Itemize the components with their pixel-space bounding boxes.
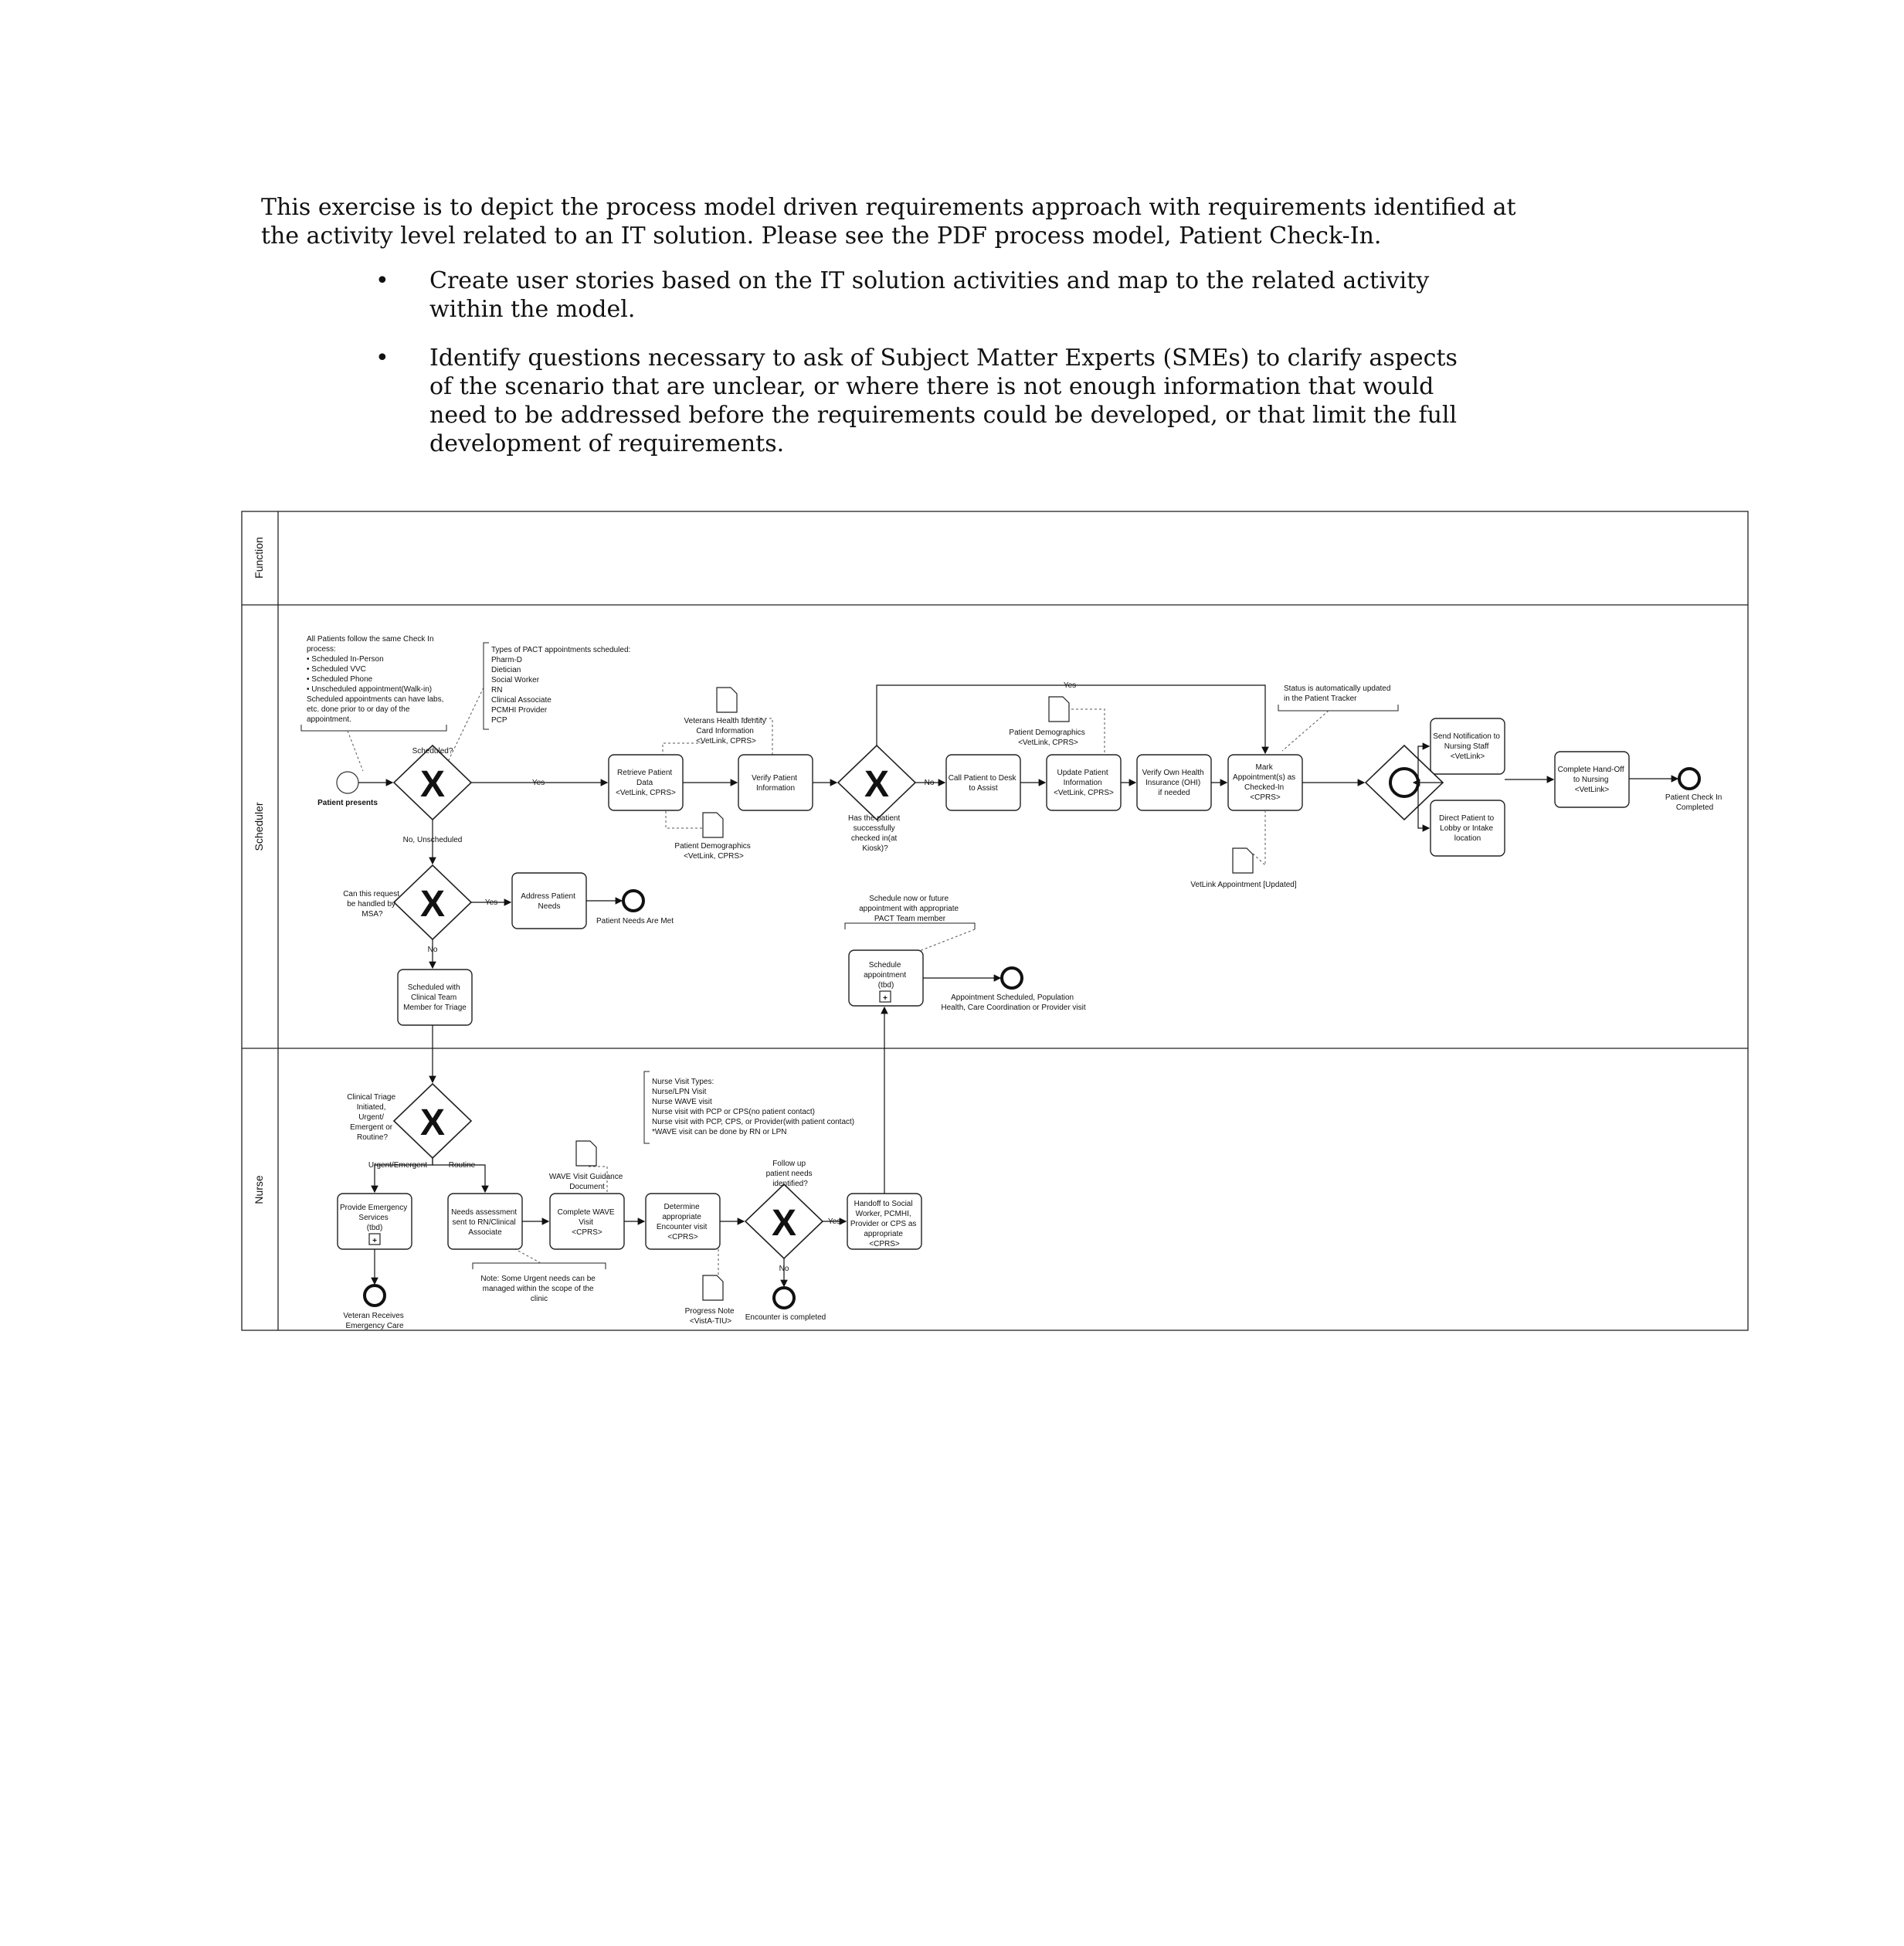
event-label: Patient presents: [317, 799, 378, 807]
document-label-wave-guidance: WAVE Visit Guidance Document: [548, 1173, 623, 1191]
document-icon: [1233, 848, 1253, 873]
flow-label-no: No: [427, 946, 438, 954]
task-label: Complete Hand-Off to Nursing <VetLink>: [1557, 766, 1624, 794]
end-event-icon: [1679, 769, 1699, 789]
event-label: Encounter is completed: [745, 1313, 826, 1322]
gateway-label: Scheduled?: [412, 747, 453, 756]
end-event-icon: [774, 1288, 794, 1308]
document-icon: [1049, 697, 1069, 722]
task-label: Send Notification to Nursing Staff <VetLink>: [1433, 732, 1500, 761]
bullet-line: Create user stories based on the IT solution activities and map to the related activity: [429, 267, 1430, 294]
annotation-status-update: Status is automatically updated in the Patient Tracker: [1284, 684, 1391, 703]
task-label: Needs assessment sent to RN/Clinical Associate: [451, 1208, 518, 1237]
flow-label-no: No: [779, 1265, 789, 1273]
task-label: Call Patient to Desk to Assist: [948, 774, 1016, 793]
task-label: Direct Patient to Lobby or Intake location: [1439, 814, 1495, 843]
gateway-x-icon: X: [419, 1102, 446, 1143]
annotation-bracket: [845, 923, 975, 929]
task-label: Scheduled with Clinical Team Member for Triage: [403, 983, 467, 1012]
task-label: Verify Patient Information: [752, 774, 798, 793]
task-call-patient-to-desk: [946, 755, 1020, 810]
flow-label-yes: Yes: [827, 1218, 841, 1226]
document-icon: [703, 1275, 723, 1300]
gateway-x-icon: X: [419, 764, 446, 805]
bullet-line: need to be addressed before the requirements could be developed, or that limit the full: [429, 402, 1458, 429]
document-label-demographics: Patient Demographics <VetLink, CPRS>: [1009, 728, 1085, 747]
annotation-urgent-note: Note: Some Urgent needs can be managed within the scope of the clinic: [480, 1275, 596, 1303]
association-line: [348, 731, 363, 771]
lane-label-scheduler: Scheduler: [253, 802, 265, 851]
task-label: Provide Emergency Services (tbd): [339, 1204, 408, 1232]
document-icon: [703, 813, 723, 837]
gateway-label: Follow up patient needs identified?: [765, 1160, 813, 1188]
flow-label-routine: Routine: [448, 1161, 476, 1170]
annotation-bracket: [473, 1263, 606, 1269]
annotation-bracket: [644, 1071, 650, 1143]
bullet-line: development of requirements.: [429, 430, 785, 457]
document-label-vetlink-updated: VetLink Appointment [Updated]: [1190, 881, 1297, 889]
association-line: [911, 929, 975, 954]
task-label: Determine appropriate Encounter visit <CPRS>: [656, 1203, 708, 1241]
flow-label-yes: Yes: [484, 898, 498, 907]
document-icon: [576, 1141, 596, 1166]
task-verify-patient-information: [738, 755, 813, 810]
event-label: Patient Check In Completed: [1665, 793, 1722, 812]
flow-label-urgent-emergent: Urgent/Emergent: [368, 1161, 428, 1170]
gateway-x-icon: X: [771, 1203, 797, 1244]
task-label: Verify Own Health Insurance (OHI) if needed: [1142, 769, 1204, 797]
bullet-icon: •: [375, 345, 389, 372]
end-event-icon: [623, 891, 643, 911]
gateway-label: Has the patient successfully checked in(at Kiosk)?: [847, 814, 901, 853]
subprocess-plus: +: [372, 1237, 377, 1245]
task-label: Retrieve Patient Data <VetLink, CPRS>: [616, 769, 676, 797]
association-line: [589, 1167, 607, 1197]
association-line: [1253, 811, 1265, 865]
event-label: Patient Needs Are Met: [596, 917, 674, 925]
flow-label-no-unscheduled: No, Unscheduled: [402, 836, 463, 844]
task-label: Handoff to Social Worker, PCMHI, Provider or CPS as appropriate <CPRS>: [850, 1200, 917, 1248]
task-label: Address Patient Needs: [521, 892, 575, 911]
bullet-line: of the scenario that are unclear, or where there is not enough information that would: [429, 373, 1434, 400]
task-label: Complete WAVE Visit <CPRS>: [557, 1208, 615, 1237]
annotation-pact-types: Types of PACT appointments scheduled: Pharm-D Dietician Social Worker RN Clinical Associate PCMHI Provider PCP: [491, 646, 631, 725]
annotation-bracket: [1278, 705, 1398, 711]
document-label-demographics: Patient Demographics <VetLink, CPRS>: [674, 842, 751, 861]
gateway-label: Can this request be handled by MSA?: [343, 890, 400, 919]
intro-line: the activity level related to an IT solution. Please see the PDF process model, Patient Check-In.: [261, 222, 1382, 250]
association-line: [666, 811, 704, 828]
flow-label-no: No: [924, 779, 935, 787]
bullet-line: Identify questions necessary to ask of Subject Matter Experts (SMEs) to clarify aspects: [429, 345, 1458, 372]
task-address-patient-needs: [512, 873, 586, 929]
flow-label-yes: Yes: [1063, 681, 1077, 690]
event-label: Appointment Scheduled, Population Health, Care Coordination or Provider visit: [941, 993, 1086, 1012]
lane-label-nurse: Nurse: [253, 1175, 265, 1204]
annotation-nurse-visit-types: Nurse Visit Types: Nurse/LPN Visit Nurse WAVE visit Nurse visit with PCP or CPS(no patient contact) Nurse visit with PCP, CPS, or Provider(with patient contact) *WAVE visit can be done by RN or LPN: [652, 1078, 855, 1136]
task-label: Mark Appointment(s) as Checked-In <CPRS>: [1233, 763, 1296, 802]
intro-line: This exercise is to depict the process model driven requirements approach with requirements identified at: [261, 194, 1516, 221]
task-label: Schedule appointment (tbd): [864, 961, 907, 990]
bullet-line: within the model.: [429, 296, 636, 323]
association-line: [1282, 711, 1329, 751]
task-label: Update Patient Information <VetLink, CPRS>: [1054, 769, 1114, 797]
annotation-schedule-now: Schedule now or future appointment with appropriate PACT Team member: [859, 895, 959, 923]
annotation-bracket: [301, 725, 446, 731]
flow-label-yes: Yes: [531, 779, 545, 787]
gateway-x-icon: X: [419, 884, 446, 925]
document-label-vhic: Veterans Health Identity Card Information <VetLink, CPRS>: [684, 717, 766, 745]
end-event-icon: [1002, 968, 1022, 988]
subprocess-plus: +: [883, 994, 888, 1003]
gateway-x-icon: X: [864, 764, 890, 805]
end-event-icon: [365, 1285, 385, 1306]
annotation-all-patients: All Patients follow the same Check In process: • Scheduled In-Person • Scheduled VVC • Scheduled Phone • Unscheduled appointment(Walk-in) Scheduled appointments can have labs, etc. done prior to or day of the appointment.: [307, 635, 444, 724]
bullet-icon: •: [375, 267, 389, 294]
start-event-icon: [337, 772, 358, 793]
lane-label-function: Function: [253, 537, 265, 579]
document-icon: [717, 688, 737, 712]
gateway-label: Clinical Triage Initiated, Urgent/ Emergent or Routine?: [347, 1093, 396, 1142]
annotation-bracket: [484, 643, 489, 729]
event-label: Veteran Receives Emergency Care: [343, 1312, 404, 1330]
document-label-progress-note: Progress Note <VistA-TIU>: [684, 1307, 735, 1326]
